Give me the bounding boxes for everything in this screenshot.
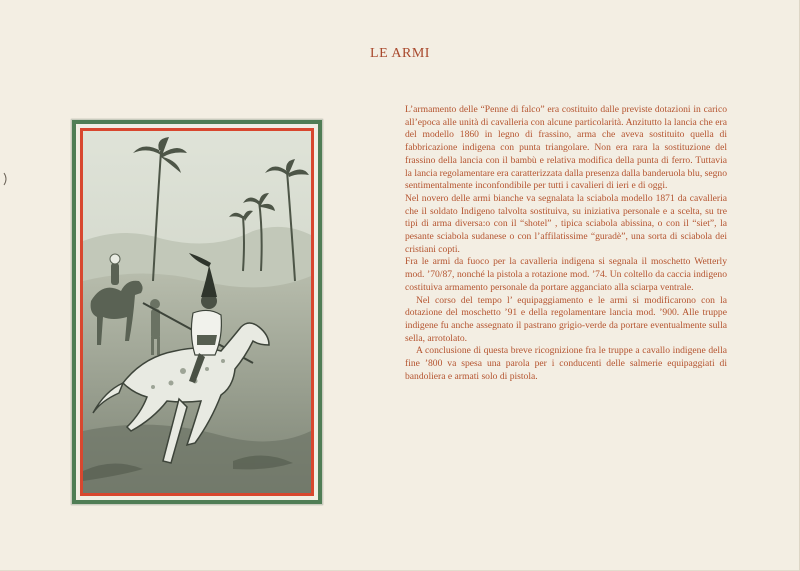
- paragraph-equipment: Nel corso del tempo l’ equipaggiamento e le armi si modificarono con la dotazione del moschetto ’91 e della regolamentare lancia mod. ’900. Alle truppe indigene fu anche assegnato il pastrano grigio-verde da portare eventualmente sulla sella, arrotolato.: [405, 294, 727, 344]
- page-title: LE ARMI: [370, 46, 430, 61]
- margin-mark-icon: [2, 172, 10, 186]
- cavalry-rider-illustration: [83, 131, 311, 493]
- illustration-area: [83, 131, 311, 493]
- paragraph-sabres: Nel novero delle armi bianche va segnalata la sciabola modello 1871 da cavalleria che il soldato Indigeno talvolta sostituiva, su iniziativa personale e a scelta, su tre tipi di arma diversa:o con il “shotel” , tipica sciabola abissina, o con il “siet”, la pesante sciabola sudanese o con l’affilatissime “guradè”, una sorta di sciabola dei cristiani copti.: [405, 192, 727, 255]
- paragraph-lance: L’armamento delle “Penne di falco” era costituito dalle previste dotazioni in carico all’epoca alle unità di cavalleria con alcune particolarità. Anzitutto la lancia che era del modello 1860 in legno di frassino, arma che aveva sostituito quella di fabbricazione indigena con punta triangolare. Non era rara la sostituzione del frassino della lancia con il bambù e relativa modifica della punta di ferro. Tuttavia la lancia regolamentare era caratterizzata dalla presenza dalla banderuola blu, segno sentimentalmente inconfondibile per tutti i cavalieri di ieri e di oggi.: [405, 104, 728, 192]
- paragraph-firearms: Fra le armi da fuoco per la cavalleria indigena si segnala il moschetto Wetterly mod. ’70/87, nonché la pistola a rotazione mod. ’74. Un coltello da caccia indigeno costituiva armamento personale da portare agganciato alla sciarpa ventrale.: [405, 256, 727, 293]
- body-text: [405, 104, 727, 383]
- illustration-plate: [71, 119, 323, 505]
- paragraph-conclusion: A conclusione di questa breve ricognizione fra le truppe a cavallo indigene della fine ’800 va spesa una parola per i conducenti delle salmerie equipaggiati di bandoliera e armati solo di pistola.: [405, 345, 727, 382]
